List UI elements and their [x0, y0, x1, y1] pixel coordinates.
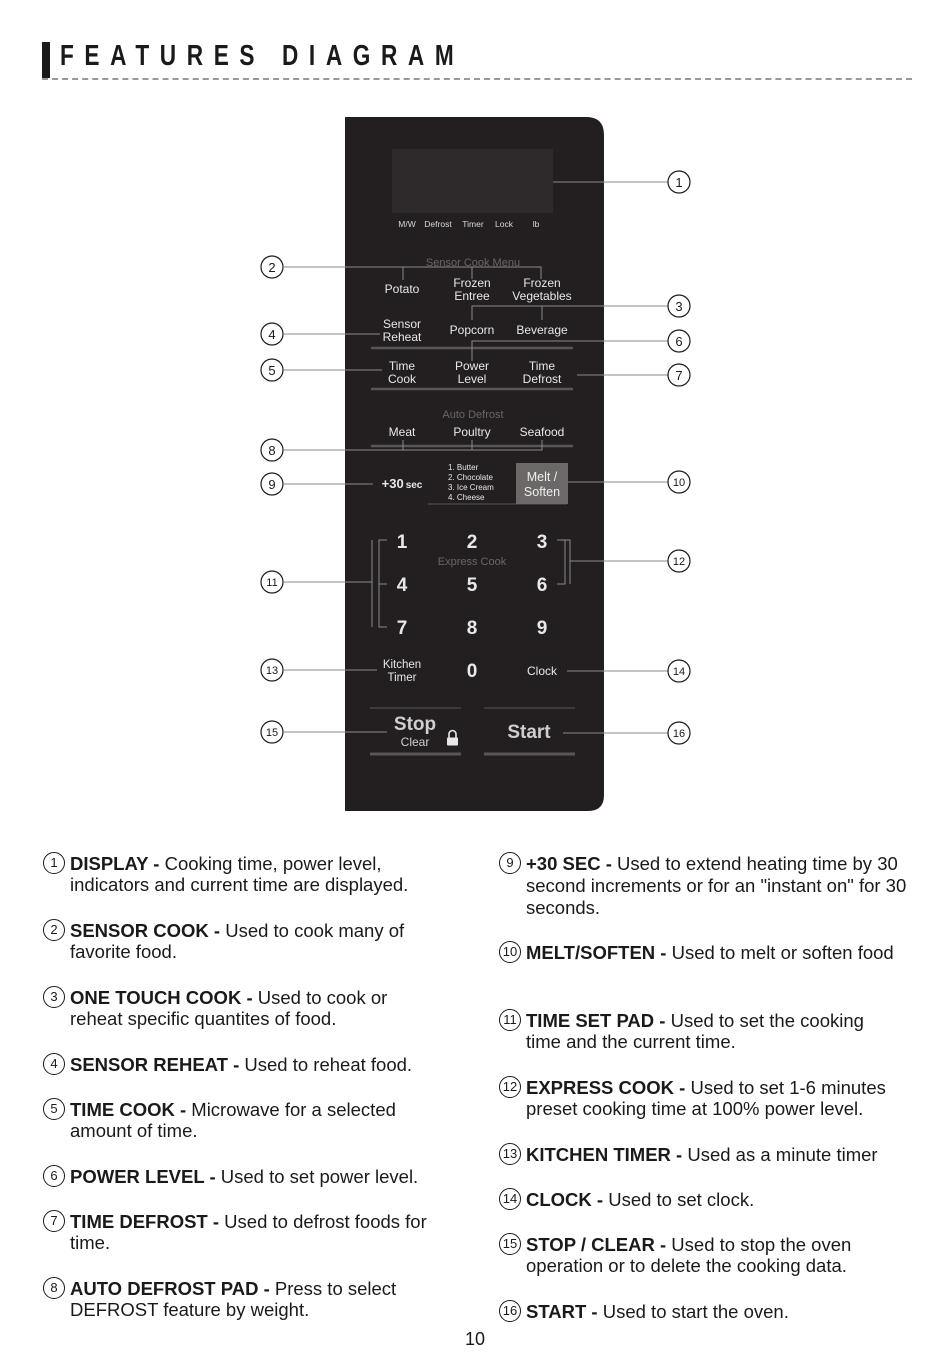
callout-8-label: 8: [268, 443, 276, 458]
callout-6-label: 6: [675, 334, 683, 349]
description-number: 7: [43, 1210, 65, 1232]
digit-0-button[interactable]: 0: [466, 661, 478, 682]
callout-2-label: 2: [268, 260, 276, 275]
description-number: 1: [43, 852, 65, 874]
digit-7-button[interactable]: 7: [396, 618, 408, 639]
digit-2-button[interactable]: 2: [466, 532, 478, 553]
description-15: [499, 1234, 899, 1276]
page-number: 10: [464, 1329, 486, 1349]
description-number: 14: [499, 1188, 521, 1210]
indicator-lock: Lock: [495, 219, 513, 229]
plus30-button[interactable]: +30 sec: [381, 476, 423, 491]
description-11: [499, 1010, 899, 1052]
description-number: 4: [43, 1053, 65, 1075]
description-text: Used to set 1-6 minutes preset cooking time at 100% power level.: [526, 1077, 886, 1119]
description-term: ONE TOUCH COOK -: [70, 987, 253, 1008]
callout-15-label: 15: [265, 727, 279, 739]
sensor-reheat-button[interactable]: Sensor Reheat: [382, 317, 422, 344]
callout-16-label: 16: [672, 728, 686, 740]
description-term: TIME DEFROST -: [70, 1211, 220, 1232]
digit-4-button[interactable]: 4: [396, 575, 408, 596]
callout-9-label: 9: [268, 477, 276, 492]
heading-bar: [42, 42, 50, 78]
description-text: Microwave for a selected amount of time.: [70, 1099, 396, 1141]
description-number: 6: [43, 1165, 65, 1187]
description-number: 13: [499, 1143, 521, 1165]
callout-10-label: 10: [672, 477, 686, 489]
description-text: Used as a minute timer: [687, 1144, 878, 1165]
description-text: Press to select DEFROST feature by weight.: [70, 1278, 397, 1320]
description-number: 5: [43, 1098, 65, 1120]
description-1: [43, 853, 443, 895]
description-term: DISPLAY -: [70, 853, 160, 874]
description-text: Used to set clock.: [608, 1189, 755, 1210]
frozen-entree-button[interactable]: Frozen Entree: [453, 276, 491, 303]
digit-8-button[interactable]: 8: [466, 618, 478, 639]
description-text: Used to cook many of favorite food.: [70, 920, 405, 962]
melt-option-butter: 1. Butter: [448, 463, 479, 472]
power-level-button[interactable]: Power Level: [454, 359, 490, 386]
description-5: [43, 1099, 443, 1141]
description-number: 11: [499, 1009, 521, 1031]
heading-rule: [42, 78, 912, 80]
description-9: [499, 853, 909, 919]
description-term: SENSOR REHEAT -: [70, 1054, 240, 1075]
description-text: Cooking time, power level, indicators and current time are displayed.: [70, 853, 409, 895]
description-term: +30 SEC -: [526, 853, 612, 874]
description-number: 9: [499, 852, 521, 874]
callout-1-label: 1: [675, 175, 683, 190]
description-term: CLOCK -: [526, 1189, 604, 1210]
description-number: 16: [499, 1300, 521, 1322]
digit-6-button[interactable]: 6: [536, 575, 548, 596]
description-number: 8: [43, 1277, 65, 1299]
indicator-timer: Timer: [462, 219, 484, 229]
description-16: [499, 1301, 899, 1322]
melt-option-chocolate: 2. Chocolate: [448, 473, 493, 482]
description-term: KITCHEN TIMER -: [526, 1144, 683, 1165]
callout-13-label: 13: [265, 665, 279, 677]
express-cook-label: Express Cook: [437, 556, 507, 568]
description-term: MELT/SOFTEN -: [526, 942, 667, 963]
melt-soften-label: Melt / Soften: [523, 470, 561, 499]
description-term: SENSOR COOK -: [70, 920, 221, 941]
auto-defrost-label: Auto Defrost: [442, 409, 504, 421]
seafood-button[interactable]: Seafood: [519, 425, 565, 439]
stop-button[interactable]: Stop: [393, 714, 437, 735]
poultry-button[interactable]: Poultry: [453, 425, 491, 439]
description-term: EXPRESS COOK -: [526, 1077, 686, 1098]
description-number: 15: [499, 1233, 521, 1255]
callout-4-label: 4: [268, 327, 276, 342]
description-10: [499, 942, 899, 963]
description-number: 10: [499, 941, 521, 963]
description-14: [499, 1189, 899, 1210]
description-text: Used to melt or soften food: [671, 942, 894, 963]
meat-button[interactable]: Meat: [388, 425, 416, 439]
digit-5-button[interactable]: 5: [466, 575, 478, 596]
description-text: Used to set power level.: [220, 1166, 419, 1187]
description-text: Used to reheat food.: [244, 1054, 413, 1075]
description-text: Used to set the cooking time and the current time.: [526, 1010, 864, 1052]
description-12: [499, 1077, 919, 1119]
description-number: 3: [43, 986, 65, 1008]
description-term: POWER LEVEL -: [70, 1166, 216, 1187]
melt-option-ice-cream: 3. Ice Cream: [448, 483, 494, 492]
description-term: TIME SET PAD -: [526, 1010, 666, 1031]
clear-label: Clear: [400, 735, 430, 749]
kitchen-timer-button[interactable]: Kitchen Timer: [382, 659, 422, 684]
digit-3-button[interactable]: 3: [536, 532, 548, 553]
indicator-mw: M/W: [398, 219, 416, 229]
callout-12-label: 12: [672, 556, 686, 568]
description-term: TIME COOK -: [70, 1099, 187, 1120]
description-term: AUTO DEFROST PAD -: [70, 1278, 270, 1299]
time-cook-button[interactable]: Time Cook: [387, 359, 417, 386]
callout-3-label: 3: [675, 299, 683, 314]
description-number: 12: [499, 1076, 521, 1098]
callout-14-label: 14: [672, 666, 686, 678]
callout-7-label: 7: [675, 368, 683, 383]
description-number: 2: [43, 919, 65, 941]
description-13: [499, 1144, 919, 1165]
description-term: START -: [526, 1301, 598, 1322]
beverage-button[interactable]: Beverage: [516, 323, 568, 337]
callout-11-label: 11: [266, 577, 278, 589]
description-2: [43, 920, 443, 962]
description-3: [43, 987, 443, 1029]
description-7: [43, 1211, 463, 1253]
features-diagram: [0, 100, 950, 820]
description-text: Used to defrost foods for time.: [70, 1211, 427, 1253]
start-button[interactable]: Start: [507, 722, 551, 743]
frozen-vegetables-button[interactable]: Frozen Vegetables: [512, 276, 572, 303]
indicator-lb: lb: [532, 219, 540, 229]
description-text: Used to start the oven.: [602, 1301, 789, 1322]
indicator-defrost: Defrost: [424, 219, 452, 229]
description-4: [43, 1054, 463, 1075]
page-title: FEATURES DIAGRAM: [60, 40, 465, 72]
description-text: Used to stop the oven operation or to delete the cooking data.: [526, 1234, 852, 1276]
popcorn-button[interactable]: Popcorn: [449, 323, 495, 337]
time-defrost-button[interactable]: Time Defrost: [522, 359, 562, 386]
clock-button[interactable]: Clock: [526, 664, 558, 678]
potato-button[interactable]: Potato: [384, 282, 420, 296]
callout-5-label: 5: [268, 363, 276, 378]
melt-option-cheese: 4. Cheese: [448, 493, 485, 502]
description-8: [43, 1278, 443, 1320]
description-text: Used to cook or reheat specific quantites of food.: [70, 987, 388, 1029]
description-term: STOP / CLEAR -: [526, 1234, 667, 1255]
display-screen: [392, 149, 553, 213]
description-6: [43, 1166, 463, 1187]
description-text: Used to extend heating time by 30 second increments or for an "instant on" for 30 seconds.: [526, 853, 907, 918]
sensor-cook-menu-label: Sensor Cook Menu: [425, 257, 521, 269]
digit-9-button[interactable]: 9: [536, 618, 548, 639]
digit-1-button[interactable]: 1: [396, 532, 408, 553]
